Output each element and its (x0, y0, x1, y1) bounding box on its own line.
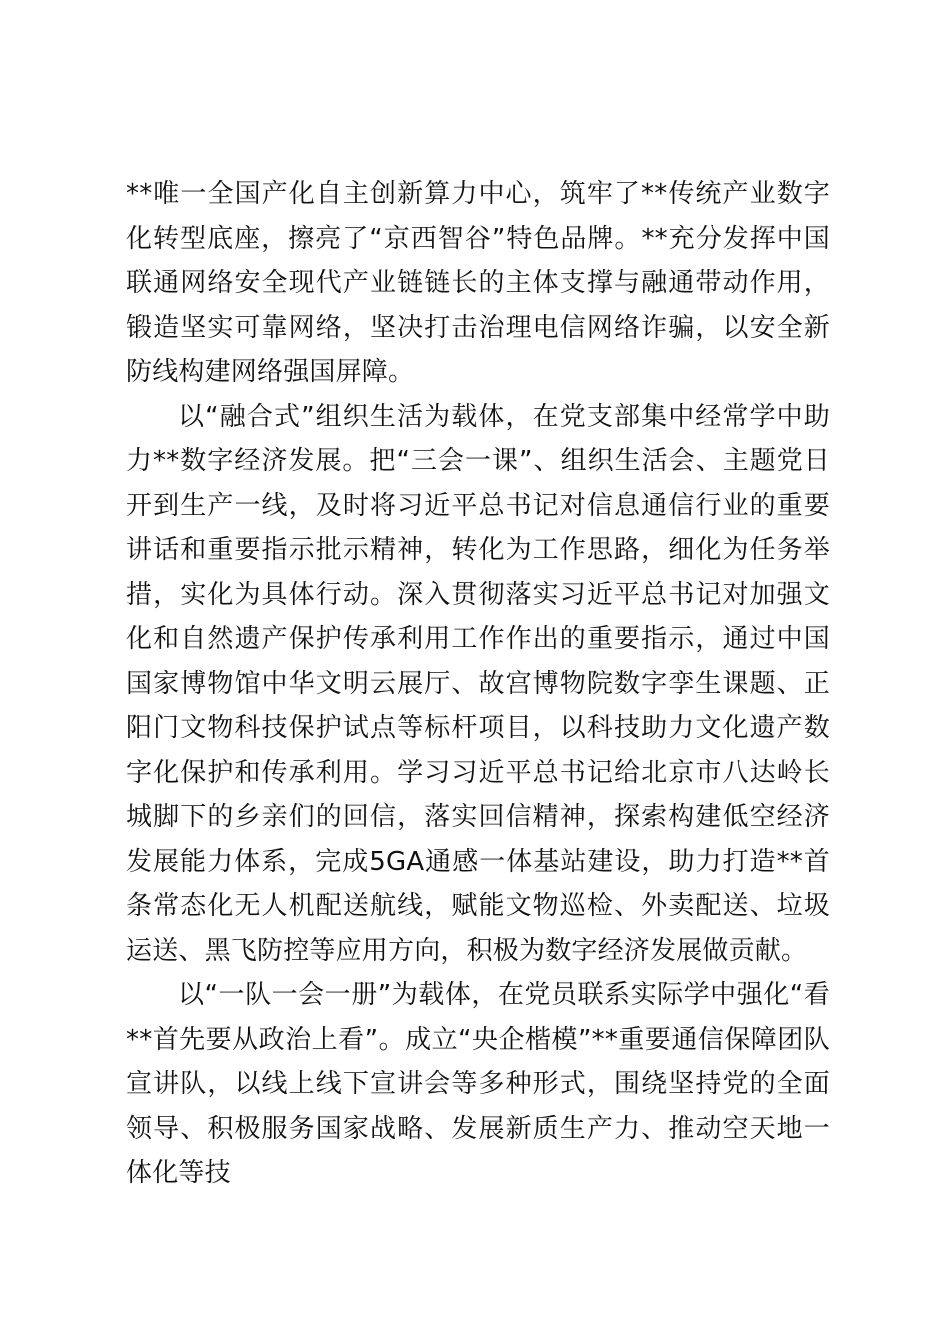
paragraph-1: **唯一全国产化自主创新算力中心，筑牢了**传统产业数字化转型底座，擦亮了“京西智谷”特色品牌。**充分发挥中国联通网络安全现代产业链链长的主体支撑与融通带动作用，锻造坚实可靠网络，坚决打击治理电信网络诈骗，以安全新防线构建网络强国屏障。 (126, 179, 830, 387)
document-body (126, 172, 830, 1196)
paragraph-3: 以“一队一会一册”为载体，在党员联系实际学中强化“看**首先要从政治上看”。成立“央企楷模”**重要通信保障团队宣讲队，以线上线下宣讲会等多种形式，围绕坚持党的全面领导、积极服务国家战略、发展新质生产力、推动空天地一体化等技 (126, 980, 830, 1188)
paragraph-2: 以“融合式”组织生活为载体，在党支部集中经常学中助力**数字经济发展。把“三会一课”、组织生活会、主题党日开到生产一线，及时将习近平总书记对信息通信行业的重要讲话和重要指示批示精神，转化为工作思路，细化为任务举措，实化为具体行动。深入贯彻落实习近平总书记对加强文化和自然遗产保护传承利用工作作出的重要指示，通过中国国家博物馆中华文明云展厅、故宫博物院数字孪生课题、正阳门文物科技保护试点等标杆项目，以科技助力文化遗产数字化保护和传承利用。学习习近平总书记给北京市八达岭长城脚下的乡亲们的回信，落实回信精神，探索构建低空经济发展能力体系，完成5GA通感一体基站建设，助力打造**首条常态化无人机配送航线，赋能文物巡检、外卖配送、垃圾运送、黑飞防控等应用方向，积极为数字经济发展做贡献。 (126, 401, 830, 966)
